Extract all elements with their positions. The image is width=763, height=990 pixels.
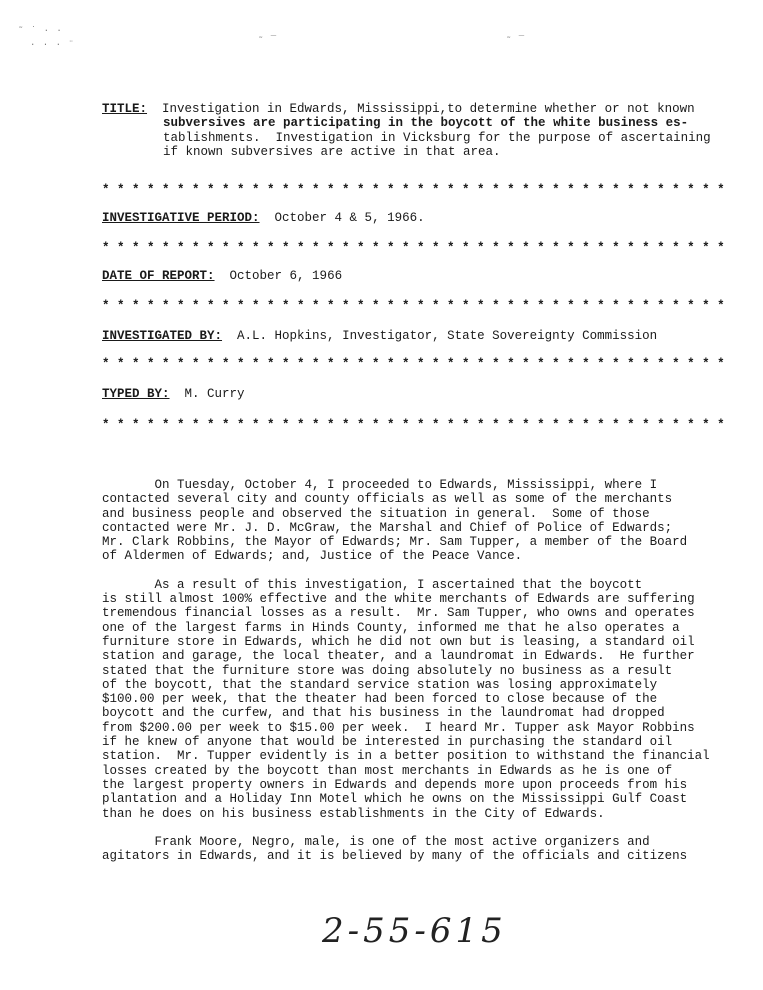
title-label: TITLE: (102, 102, 148, 116)
paragraph-1: On Tuesday, October 4, I proceeded to Edwards, Mississippi, where I contacted several city and county officials as well as some of the merchants and business people and observed the situation in general. Some of those contacted were Mr. J. D. McGraw, the Marshal and Chief of Police of Edwards; Mr. Clark Robbins, the Mayor of Edwards; Mr. Sam Tupper, a member of the Board of Aldermen of Edwards; and, Justice of the Peace Vance. (102, 478, 688, 564)
document-number: 2-55-615 (322, 911, 507, 951)
scan-mark: ˜ ¯ (506, 36, 526, 46)
investigated-label: INVESTIGATED BY: (102, 329, 223, 343)
title-line-1: TITLE: Investigation in Edwards, Mississippi,to determine whether or not known (102, 102, 695, 116)
investigated-value: A.L. Hopkins, Investigator, State Sovereignty Commission (237, 329, 658, 343)
scan-mark: · · · ¨ (30, 40, 75, 50)
date-label: DATE OF REPORT: (102, 269, 215, 283)
star-divider: * * * * * * * * * * * * * * * * * * * * * * * * * * * * * * * * * * * * * * * * * * (102, 418, 725, 432)
typed-label: TYPED BY: (102, 387, 170, 401)
star-divider: * * * * * * * * * * * * * * * * * * * * * * * * * * * * * * * * * * * * * * * * * * (102, 357, 725, 371)
paragraph-3: Frank Moore, Negro, male, is one of the most active organizers and agitators in Edwards, and it is believed by many of the officials and citizens (102, 834, 688, 864)
date-value: October 6, 1966 (229, 269, 343, 283)
investigative-period (102, 211, 425, 225)
title-line-2: subversives are participating in the boycott of the white business es- (163, 116, 689, 131)
report-body (102, 478, 722, 877)
typed-by (102, 387, 245, 401)
investigated-by (102, 329, 657, 343)
typed-value: M. Curry (184, 387, 245, 401)
title-line-3: tablishments. Investigation in Vicksburg for the purpose of ascertaining (163, 130, 711, 145)
date-of-report (102, 269, 342, 283)
paragraph-2: As a result of this investigation, I ascertained that the boycott is still almost 100% effective and the white merchants of Edwards are suffering tremendous financial losses as a result. Mr. Sam Tupper, who owns and operates one of the largest farms in Hinds County, informed me that he also operates a furniture store in Edwards, which he did not own but is leasing, a standard oil station and garage, the local theater, and a laundromat in Edwards. He further stated that the furniture store was doing absolutely no business as a result of the boycott, that the standard service station was losing approximately $100.00 per week, that the theater had been forced to close because of the boycott and the curfew, and that his business in the laundromat had dropped from $200.00 per week to $15.00 per week. I heard Mr. Tupper ask Mayor Robbins if he knew of anyone that would be interested in purchasing the standard oil station. Mr. Tupper evidently is in a better position to withstand the financial losses created by the boycott than most merchants in Edwards as he is one of the largest property owners in Edwards and depends more upon proceeds from his plantation and a Holiday Inn Motel which he owns on the Mississippi Gulf Coast than he does on his business establishments in the City of Edwards. (102, 577, 710, 821)
period-label: INVESTIGATIVE PERIOD: (102, 211, 260, 225)
star-divider: * * * * * * * * * * * * * * * * * * * * * * * * * * * * * * * * * * * * * * * * * * (102, 241, 725, 255)
title-block (102, 102, 722, 159)
scan-mark: ˜ ˙ · · (18, 26, 63, 36)
title-line-4: if known subversives are active in that area. (163, 144, 501, 159)
scan-mark: ˜ ¯ (258, 36, 278, 46)
star-divider: * * * * * * * * * * * * * * * * * * * * * * * * * * * * * * * * * * * * * * * * * * (102, 183, 725, 197)
period-value: October 4 & 5, 1966. (274, 211, 425, 225)
star-divider: * * * * * * * * * * * * * * * * * * * * * * * * * * * * * * * * * * * * * * * * * * (102, 299, 725, 313)
